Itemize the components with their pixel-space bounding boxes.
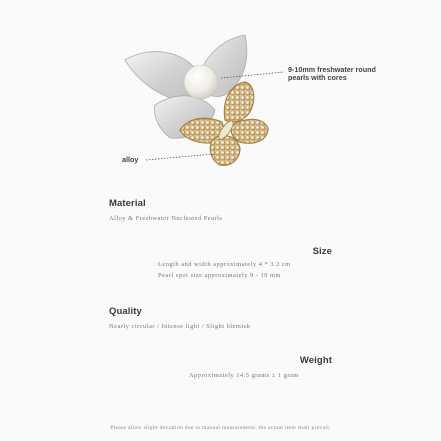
pearl-callout-line1: 9-10mm freshwater round — [288, 65, 376, 74]
pearl-callout-line2: pearls with cores — [288, 73, 347, 82]
pearl-callout — [288, 66, 376, 82]
size-line2: Pearl spot size approximately 9 - 10 mm — [158, 272, 281, 279]
alloy-callout: alloy — [122, 155, 139, 164]
quality-heading: Quality — [109, 306, 142, 317]
quality-text: Nearly circular / Intense light / Slight blemish — [109, 323, 251, 330]
pearl — [184, 65, 218, 99]
alloy-leader-line — [146, 154, 213, 160]
material-text: Alloy & Freshwater Nucleated Pearls — [109, 215, 223, 222]
size-heading: Size — [312, 246, 332, 257]
deviation-note: Please allow slight deviation due to manual measurement. the actual item shall prevail. — [110, 425, 331, 431]
size-line1: Length and width approximately 4 * 3.2 cm — [158, 261, 291, 268]
brooch-illustration — [0, 0, 441, 190]
material-heading: Material — [109, 198, 146, 209]
weight-heading: Weight — [299, 355, 332, 366]
weight-text: Approximately 14.5 grams ± 1 gram — [189, 372, 299, 379]
